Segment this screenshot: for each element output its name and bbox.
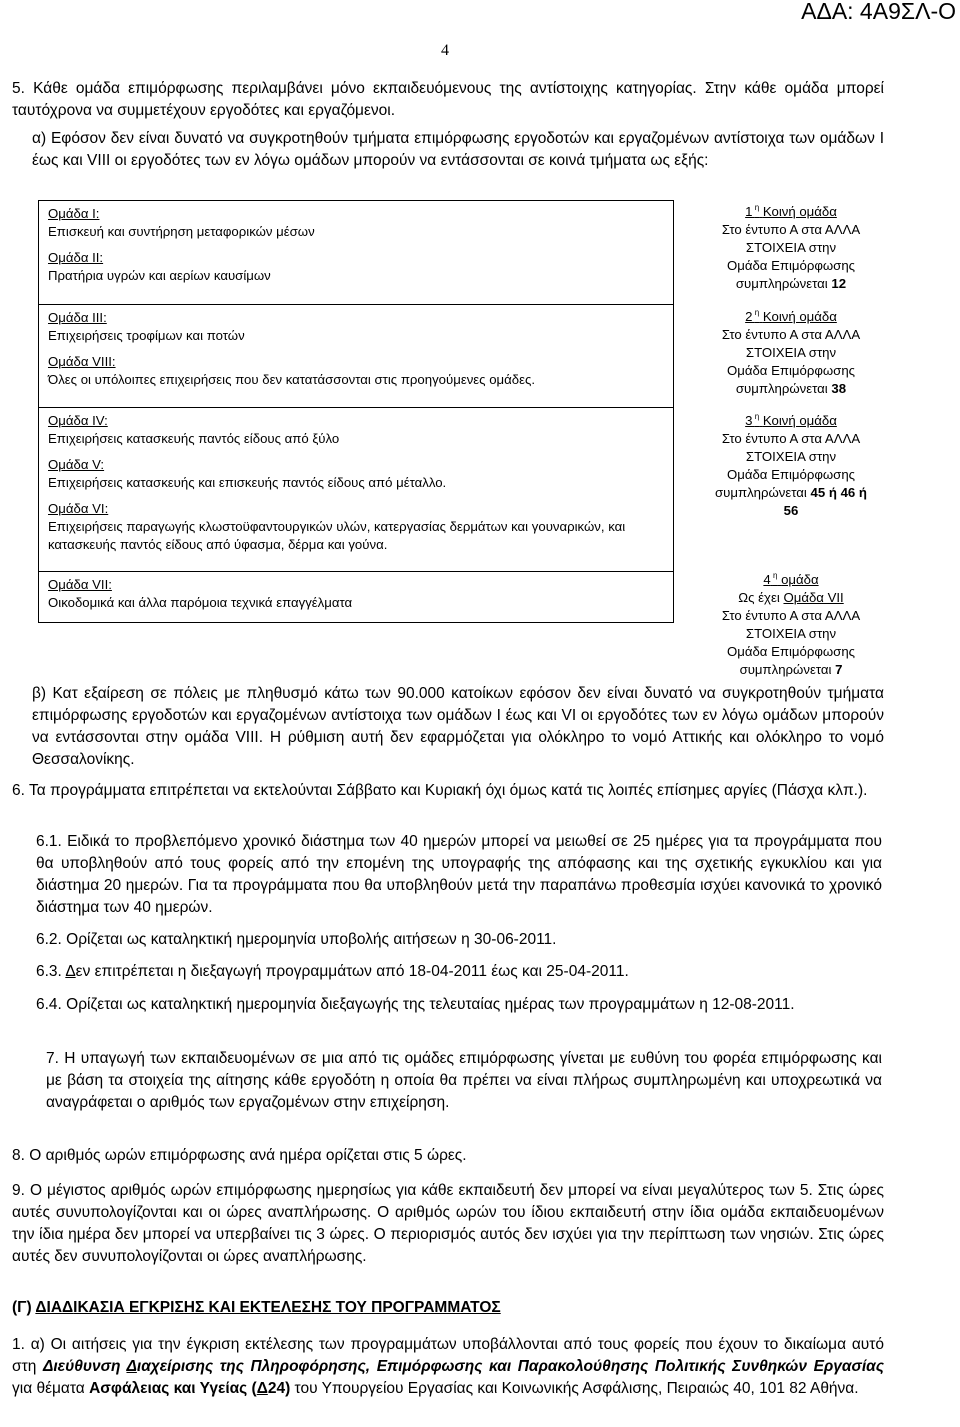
page-number: 4 [441,42,449,59]
paragraph-6-2: 6.2. Ορίζεται ως καταληκτική ημερομηνία υποβολής αιτήσεων η 30-06-2011. [36,931,557,948]
common-group-line: Ομάδα Επιμόρφωσης [726,467,856,482]
common-group-line: Στο έντυπο Α στα ΑΛΛΑ [721,431,861,446]
paragraph-7: 7. Η υπαγωγή των εκπαιδευομένων σε μια από τις ομάδες επιμόρφωσης γίνεται με ευθύνη του φορέα επιμόρφωσης και με βάση τα στοιχεία της αίτησης κάθε εργοδότη η οποία θα πρέπει να είναι πλήρως συμπληρωμένη και υποχρεωτικά να αναγράφεται ο αριθμός των εργαζομένων στην επιχείρηση. [46,1050,882,1111]
group-description: Επιχειρήσεις κατασκευής και επισκευής παντός είδους από μέταλλο. [48,475,447,490]
common-group-line: ΣΤΟΙΧΕΙΑ στην [745,240,837,255]
group-box-1 [38,200,674,305]
common-group-line: ΣΤΟΙΧΕΙΑ στην [745,449,837,464]
common-group-line: Στο έντυπο Α στα ΑΛΛΑ [721,608,861,623]
paragraph-9: 9. Ο μέγιστος αριθμός ωρών επιμόρφωσης ημερησίως για κάθε εκπαιδευτή δεν μπορεί να είναι μεγαλύτερος των 5. Στις ώρες αυτές συνυπολογίζονται και οι ώρες αναπλήρωσης. Ο αριθμός ωρών του ίδιου εκπαιδευτή στην ίδια ομάδα εκπαιδευομένων την ίδια ημέρα δεν μπορεί να υπερβαίνει τις 3 ώρες. Ο περιορισμός αυτός δεν ισχύει για την περίπτωση των νησιών. Στις ώρες αυτές δεν συνυπολογίζονται οι ώρες αναπλήρωσης. [12,1182,884,1265]
common-group-heading: 3 $^\eta$ Κοινή ομάδα [745,412,837,428]
common-group-line: Ομάδα Επιμόρφωσης [726,258,856,273]
paragraph-6-4: 6.4. Ορίζεται ως καταληκτική ημερομηνία διεξαγωγής της τελευταίας ημέρας των προγραμμάτων η 12-08-2011. [36,996,795,1013]
section-heading: (Γ) ΔΙΑΔΙΚΑΣΙΑ ΕΓΚΡΙΣΗΣ ΚΑΙ ΕΚΤΕΛΕΣΗΣ ΤΟΥ ΠΡΟΓΡΑΜΜΑΤΟΣ [12,1299,501,1316]
common-group-4 [706,571,876,679]
group-box-2 [38,304,674,408]
group-box-4 [38,571,674,623]
group-description: Επιχειρήσεις τροφίμων και ποτών [48,328,245,343]
common-group-line: συμπληρώνεται 45 ή 46 ή [715,485,867,500]
paragraph-5: 5. Κάθε ομάδα επιμόρφωσης περιλαμβάνει μόνο εκπαιδευόμενους της αντίστοιχης κατηγορίας. Στην κάθε ομάδα μπορεί ταυτόχρονα να συμμετέχουν εργοδότες και εργαζόμενοι. [12,80,884,119]
common-group-line: Ομάδα Επιμόρφωσης [726,363,856,378]
group-box-3 [38,407,674,572]
paragraph-6-3: 6.3. Δεν επιτρέπεται η διεξαγωγή προγραμμάτων από 18-04-2011 έως και 25-04-2011. [36,963,629,980]
group-title: Ομάδα VIII: [48,354,116,369]
common-group-line: ΣΤΟΙΧΕΙΑ στην [745,626,837,641]
group-description: Όλες οι υπόλοιπες επιχειρήσεις που δεν κατατάσσονται στις προηγούμενες ομάδες. [48,372,535,387]
paragraph-5b: β) Κατ εξαίρεση σε πόλεις με πληθυσμό κάτω των 90.000 κατοίκων εφόσον δεν είναι δυνατό να συγκροτηθούν τμήματα επιμόρφωσης εργοδοτών και εργαζομένων αντίστοιχα των ομάδων I έως και VI οι εργοδότες των εν λόγω ομάδων μπορούν να εντάσσονται στην ομάδα VIII. Η ρύθμιση αυτή δεν εφαρμόζεται για ολόκληρο το νομό Αττικής και ολόκληρο το νομό Θεσσαλονίκης. [32,685,884,768]
common-group-heading: 4 $^\eta$ ομάδα [763,571,819,587]
paragraph-c1: 1. α) Οι αιτήσεις για την έγκριση εκτέλεσης των προγραμμάτων υποβάλλονται από τους φορείς που έχουν το δικαίωμα αυτό στη Διεύθυνση Διαχείρισης της Πληροφόρησης, Επιμόρφωσης και Παρακολούθησης Πολιτικής Συνθηκών Εργασίας για θέματα Ασφάλειας και Υγείας (Δ24) του Υπουργείου Εργασίας και Κοινωνικής Ασφάλισης, Πειραιώς 40, 101 82 Αθήνα. [12,1336,884,1397]
common-group-line: συμπληρώνεται 38 [735,381,847,396]
common-group-line: Ως έχει Ομάδα VII [738,590,844,605]
common-group-line: Στο έντυπο Α στα ΑΛΛΑ [721,327,861,342]
group-description: Οικοδομικά και άλλα παρόμοια τεχνικά επαγγέλματα [48,595,353,610]
group-title: Ομάδα VI: [48,501,109,516]
group-title: Ομάδα ΙΙΙ: [48,310,107,325]
group-title: Ομάδα Ι: [48,206,100,221]
paragraph-6: 6. Τα προγράμματα επιτρέπεται να εκτελούνται Σάββατο και Κυριακή όχι όμως κατά τις λοιπές επίσημες αργίες (Πάσχα κλπ.). [12,782,868,799]
paragraph-8: 8. Ο αριθμός ωρών επιμόρφωσης ανά ημέρα ορίζεται στις 5 ώρες. [12,1147,467,1164]
doc-id: ΑΔΑ: 4Α9ΣΛ-Ο [801,0,956,24]
paragraph-5a: α) Εφόσον δεν είναι δυνατό να συγκροτηθούν τμήματα επιμόρφωσης εργοδοτών και εργαζομένων αντίστοιχα των ομάδων I έως και VIII οι εργοδότες των εν λόγω ομάδων μπορούν να εντάσσονται σε κοινά τμήματα ως εξής: [32,130,884,169]
group-title: Ομάδα V: [48,457,105,472]
common-group-heading: 1 $^\eta$ Κοινή ομάδα [745,203,837,219]
group-title: Ομάδα ΙΙ: [48,250,104,265]
common-group-heading: 2 $^\eta$ Κοινή ομάδα [745,308,837,324]
common-group-3 [706,412,876,520]
common-group-1 [706,203,876,293]
common-group-line: συμπληρώνεται 12 [735,276,847,291]
group-title: Ομάδα IV: [48,413,108,428]
common-group-line: ΣΤΟΙΧΕΙΑ στην [745,345,837,360]
group-description: Επισκευή και συντήρηση μεταφορικών μέσων [48,224,315,239]
group-description: Επιχειρήσεις κατασκευής παντός είδους από ξύλο [48,431,340,446]
paragraph-6-1: 6.1. Ειδικά το προβλεπόμενο χρονικό διάστημα των 40 ημερών μπορεί να μειωθεί σε 25 ημέρες για τα προγράμματα που θα υποβληθούν από τους φορείς από την επομένη της υπογραφής της απόφασης και της σχετικής εγκυκλίου και για διάστημα 20 ημερών. Για τα προγράμματα που θα υποβληθούν μετά την παραπάνω προθεσμία ισχύει κανονικά το χρονικό διάστημα των 40 ημερών. [36,833,882,916]
common-group-2 [706,308,876,398]
common-group-line: συμπληρώνεται 7 [739,662,843,677]
group-description: Επιχειρήσεις παραγωγής κλωστοϋφαντουργικών υλών, κατεργασίας δερμάτων και γουναρικών, και κατασκευής παντός είδους από ύφασμα, δέρμα και γούνα. [48,519,626,552]
common-group-line: Ομάδα Επιμόρφωσης [726,644,856,659]
group-description: Πρατήρια υγρών και αερίων καυσίμων [48,268,271,283]
common-group-line: 56 [783,503,799,518]
group-title: Ομάδα VII: [48,577,112,592]
common-group-line: Στο έντυπο Α στα ΑΛΛΑ [721,222,861,237]
